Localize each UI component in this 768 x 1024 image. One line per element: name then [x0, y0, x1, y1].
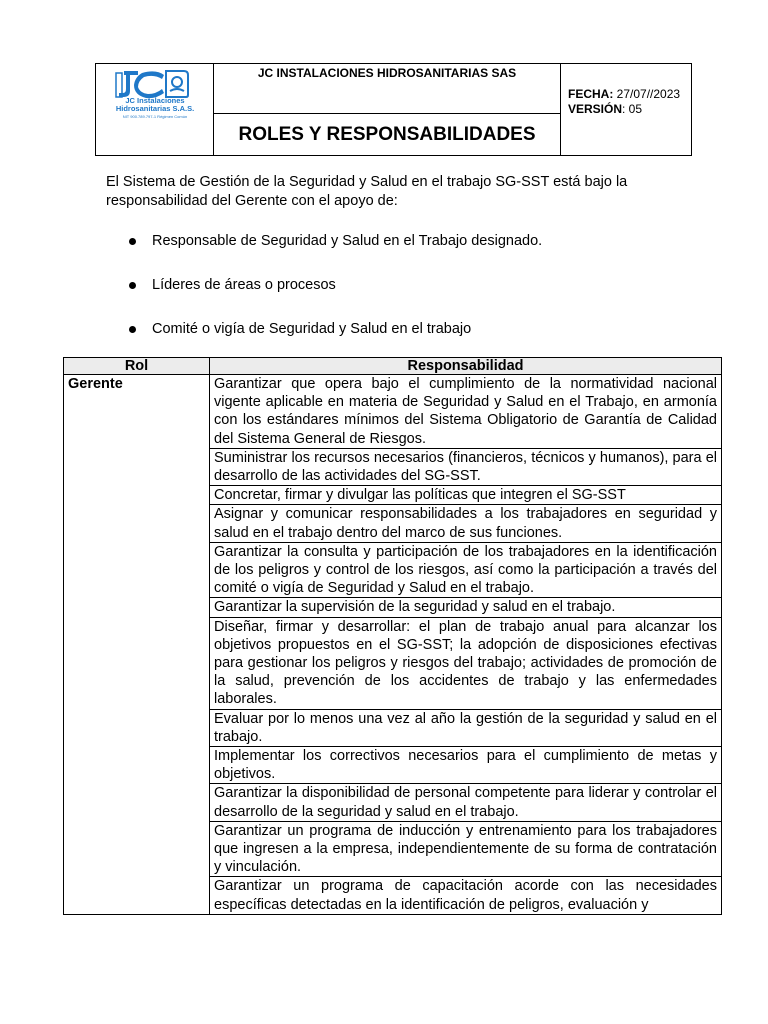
fecha-label: FECHA: [568, 87, 614, 101]
logo-line-1: JC Instalaciones [125, 96, 185, 105]
responsibility-cell: Evaluar por lo menos una vez al año la gestión de la seguridad y salud en el trabajo. [210, 709, 722, 746]
intro-paragraph: El Sistema de Gestión de la Seguridad y Salud en el trabajo SG-SST está bajo la responsabilidad del Gerente con el apoyo de: [106, 174, 628, 209]
column-header-responsabilidad: Responsabilidad [210, 358, 722, 375]
responsibility-cell: Garantizar un programa de inducción y entrenamiento para los trabajadores que ingresen a la empresa, independientemente de su forma de contratación y vinculación. [210, 821, 722, 877]
table-row [64, 375, 722, 449]
logo-subtitle: NIT 900.789.797-1 Régimen Común [122, 114, 188, 119]
list-item: Líderes de áreas o procesos [127, 274, 727, 318]
responsibility-cell: Diseñar, firmar y desarrollar: el plan de trabajo anual para alcanzar los objetivos propuestos en el SG-SST; la adopción de disposiciones efectivas para gestionar los peligros y riesgos del trabajo; actividades de promoción de la salud, prevención de los accidentes de trabajo y las enfermedades laborales. [210, 617, 722, 709]
company-name: JC INSTALACIONES HIDROSANITARIAS SAS [214, 64, 560, 114]
header-middle [214, 64, 561, 155]
document-meta [561, 64, 691, 155]
list-item: Comité o vigía de Seguridad y Salud en el trabajo [127, 318, 727, 362]
fecha-line [568, 87, 691, 102]
version-value: : 05 [622, 102, 643, 116]
responsibility-cell: Garantizar la supervisión de la seguridad y salud en el trabajo. [210, 598, 722, 617]
column-header-rol: Rol [64, 358, 210, 375]
document-header [95, 63, 692, 156]
responsibilities-table [63, 357, 722, 915]
responsibility-cell: Suministrar los recursos necesarios (financieros, técnicos y humanos), para el desarrollo de las actividades del SG-SST. [210, 448, 722, 485]
bullet-icon [129, 238, 136, 245]
document-title: ROLES Y RESPONSABILIDADES [238, 124, 536, 145]
table-header-row [64, 358, 722, 375]
bullet-icon [129, 326, 136, 333]
list-item: Responsable de Seguridad y Salud en el Trabajo designado. [127, 230, 727, 274]
rol-cell: Gerente [64, 375, 210, 915]
responsibility-cell: Garantizar la disponibilidad de personal competente para liderar y controlar el desarrollo de la seguridad y salud en el trabajo. [210, 784, 722, 821]
responsibility-cell: Garantizar la consulta y participación de los trabajadores en la identificación de los peligros y control de los riesgos, así como la participación a través del comité o vigía de Seguridad y Salud en el trabajo. [210, 542, 722, 598]
logo-cell [96, 64, 214, 155]
page-bottom-margin [0, 920, 768, 1024]
logo-line-2: Hidrosanitarias S.A.S. [115, 104, 195, 113]
responsibility-cell: Implementar los correctivos necesarios para el cumplimiento de metas y objetivos. [210, 747, 722, 784]
version-label: VERSIÓN [568, 102, 623, 116]
responsibility-cell: Garantizar que opera bajo el cumplimiento de la normatividad nacional vigente aplicable en materia de Seguridad y Salud en el Trabajo, en armonía con los estándares mínimos del Sistema Obligatorio de Garantía de Calidad del Sistema General de Riesgos. [210, 375, 722, 449]
support-list [127, 230, 727, 362]
fecha-value: 27/07//2023 [616, 87, 681, 101]
bullet-icon [129, 282, 136, 289]
responsibility-cell: Garantizar un programa de capacitación acorde con las necesidades específicas detectadas en la identificación de peligros, evaluación y [210, 877, 722, 914]
responsibility-cell: Concretar, firmar y divulgar las políticas que integren el SG-SST [210, 486, 722, 505]
responsibility-cell: Asignar y comunicar responsabilidades a los trabajadores en seguridad y salud en el trabajo dentro del marco de sus funciones. [210, 505, 722, 542]
version-line [568, 102, 691, 117]
